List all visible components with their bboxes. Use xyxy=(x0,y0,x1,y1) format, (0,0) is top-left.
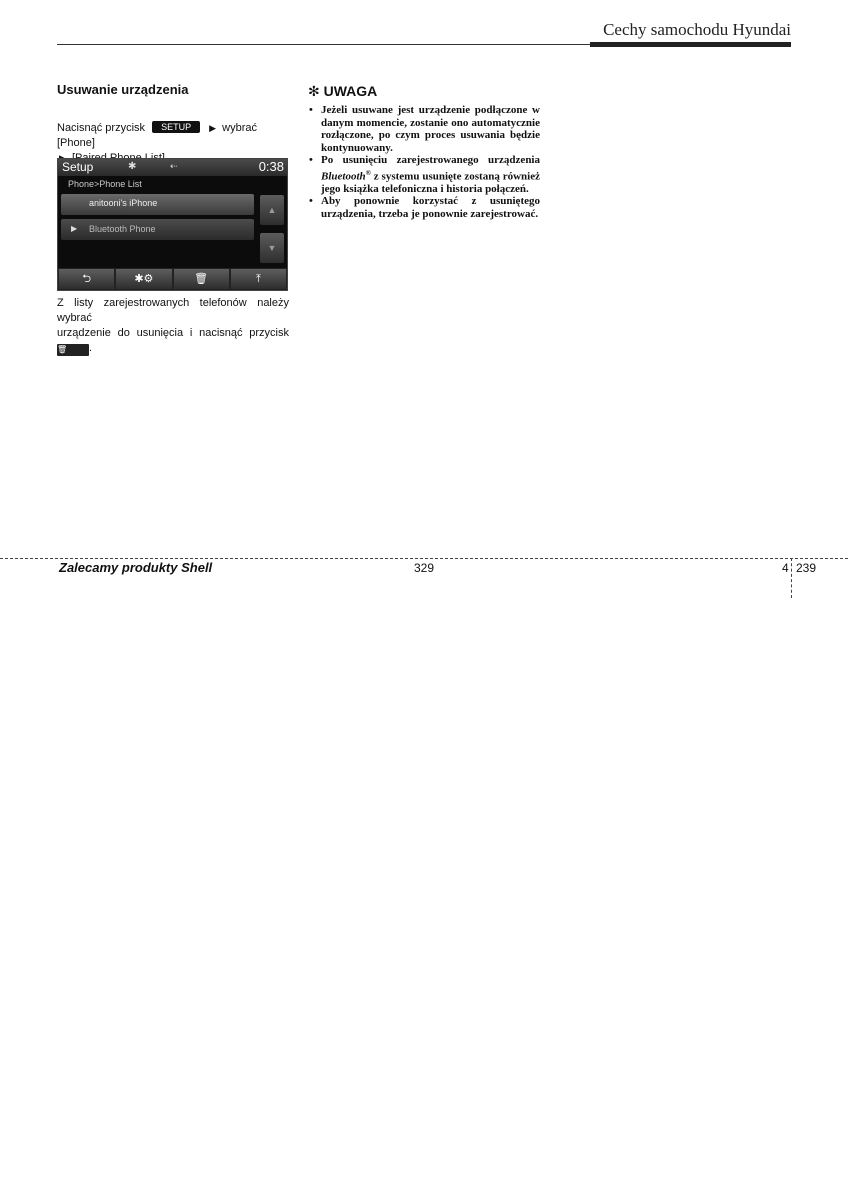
device-name: anitooni's iPhone xyxy=(89,198,158,208)
scroll-up-button[interactable] xyxy=(260,195,284,225)
note-text: Aby ponownie korzystać z usuniętego urządzenia, trzeba je ponownie zarejestrować. xyxy=(321,195,540,220)
footer-brand: Zalecamy produkty Shell xyxy=(59,560,213,575)
note-text: Jeżeli usuwane jest urządzenie podłączone w danym momencie, zostanie ono automatycznie rozłączone, po czym proces usuwania będzie kontynuowany. xyxy=(321,104,540,154)
device-list-item[interactable] xyxy=(61,219,254,240)
caption-line: Z listy zarejestrowanych telefonów należy wybrać xyxy=(57,297,289,324)
chevron-down-icon: ▼ xyxy=(267,243,277,253)
scroll-down-button[interactable] xyxy=(260,233,284,263)
play-icon: ▶ xyxy=(71,224,78,233)
note-text: Po usunięciu zarejestrowanego urządzenia xyxy=(321,154,540,166)
chapter-number: 4 xyxy=(782,561,789,575)
move-to-top-button[interactable] xyxy=(231,269,286,289)
note-brand: Bluetooth xyxy=(321,170,366,183)
caption-end: . xyxy=(89,342,93,354)
caption-line xyxy=(57,341,289,356)
arrow-right-icon: ▶ xyxy=(209,123,217,133)
upload-arrow-icon: ⤒ xyxy=(255,273,261,285)
head-unit-screenshot xyxy=(57,158,288,291)
device-name: Bluetooth Phone xyxy=(89,224,156,234)
note-list xyxy=(308,104,540,220)
header-accent-bar xyxy=(590,42,791,47)
footer-dashed-rule xyxy=(0,558,848,559)
note-text: z systemu usunięte zostaną również jego książka telefoniczna i historia połączeń. xyxy=(321,170,540,195)
usb-icon: ⇠ xyxy=(170,161,178,171)
section-title: Usuwanie urządzenia xyxy=(57,82,189,97)
note-registered-mark: ® xyxy=(365,168,371,177)
chevron-up-icon: ▲ xyxy=(267,205,277,215)
setup-button-label: SETUP xyxy=(152,121,200,133)
breadcrumb: Phone>Phone List xyxy=(68,179,142,189)
note-item xyxy=(308,195,540,220)
running-header: Cechy samochodu Hyundai xyxy=(603,20,791,39)
screen-title: Setup xyxy=(62,160,94,174)
note-item xyxy=(308,154,540,195)
clock: 0:38 xyxy=(258,159,284,174)
footer-number: 329 xyxy=(414,561,435,575)
page-number: 239 xyxy=(796,561,817,575)
note-heading: ✻ UWAGA xyxy=(308,83,378,99)
softkey-bar xyxy=(58,268,287,290)
status-bar xyxy=(58,159,287,176)
trash-icon: 🗑 xyxy=(57,344,89,356)
footer-dashed-divider xyxy=(791,558,792,598)
screenshot-caption xyxy=(57,296,289,356)
caption-line: urządzenie do usunięcia i nacisnąć przycisk xyxy=(57,327,289,339)
back-button[interactable] xyxy=(59,269,114,289)
bluetooth-gear-icon: ✱⚙ xyxy=(134,273,154,285)
bluetooth-icon: ✱ xyxy=(128,161,137,172)
delete-button[interactable] xyxy=(174,269,229,289)
instruction-choose-phone: wybrać [Phone] xyxy=(57,122,257,149)
bluetooth-settings-button[interactable] xyxy=(116,269,171,289)
back-arrow-icon: ⮌ xyxy=(82,273,92,285)
device-list-item[interactable] xyxy=(61,194,254,215)
note-item xyxy=(308,104,540,154)
instruction-prefix: Nacisnąć przycisk xyxy=(57,122,146,134)
trash-icon: 🗑 xyxy=(194,273,209,285)
